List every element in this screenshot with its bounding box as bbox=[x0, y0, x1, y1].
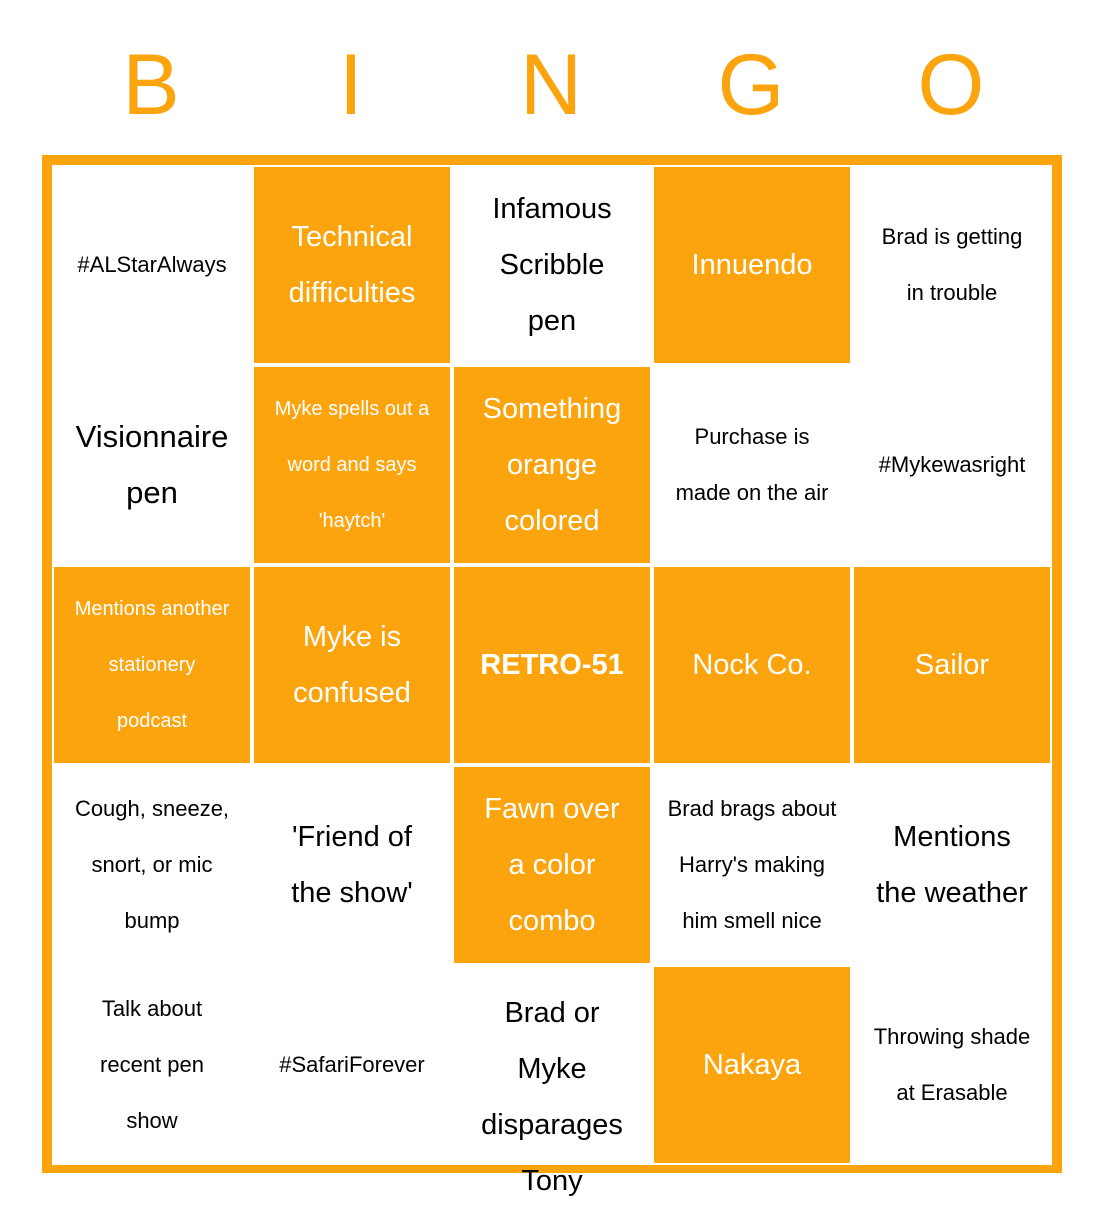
bingo-cell-label: Mentions another stationery podcast bbox=[74, 598, 230, 732]
bingo-cell[interactable] bbox=[52, 165, 252, 365]
bingo-cell[interactable] bbox=[852, 765, 1052, 965]
bingo-cell[interactable] bbox=[252, 765, 452, 965]
bingo-cell[interactable] bbox=[252, 565, 452, 765]
bingo-cell[interactable] bbox=[652, 965, 852, 1165]
bingo-cell[interactable] bbox=[452, 965, 652, 1197]
bingo-cell-label: #SafariForever bbox=[279, 1052, 425, 1077]
bingo-cell[interactable] bbox=[852, 565, 1052, 765]
bingo-cell[interactable] bbox=[652, 365, 852, 565]
bingo-cell-label: Infamous Scribble pen bbox=[492, 193, 612, 337]
title-letter-b: B bbox=[122, 37, 180, 133]
bingo-cell[interactable] bbox=[252, 165, 452, 365]
bingo-cell-label: Cough, sneeze, snort, or mic bump bbox=[74, 796, 230, 933]
bingo-cell-label: Something orange colored bbox=[482, 393, 622, 537]
bingo-cell-label: #Mykewasright bbox=[878, 452, 1026, 477]
bingo-cell[interactable] bbox=[452, 365, 652, 565]
bingo-cell[interactable] bbox=[52, 565, 252, 765]
bingo-cell[interactable] bbox=[852, 965, 1052, 1165]
bingo-header bbox=[0, 0, 1110, 150]
bingo-cell-label: #ALStarAlways bbox=[77, 252, 227, 277]
bingo-cell-label: Fawn over a color combo bbox=[484, 793, 620, 937]
title-letter-i: I bbox=[339, 37, 363, 133]
bingo-cell-label: Nock Co. bbox=[692, 649, 812, 681]
bingo-cell-label: Visionnaire pen bbox=[75, 419, 229, 510]
bingo-cell[interactable] bbox=[652, 565, 852, 765]
title-letter-n: N bbox=[519, 37, 583, 133]
bingo-board bbox=[42, 155, 1062, 1197]
bingo-cell-label: Sailor bbox=[914, 649, 990, 681]
bingo-cell[interactable] bbox=[52, 965, 252, 1165]
bingo-cell-label: RETRO-51 bbox=[480, 649, 624, 681]
bingo-cell[interactable] bbox=[652, 765, 852, 965]
bingo-cell[interactable] bbox=[852, 365, 1052, 565]
bingo-cell-label: Nakaya bbox=[702, 1049, 802, 1081]
bingo-cell[interactable] bbox=[52, 765, 252, 965]
bingo-cell[interactable] bbox=[252, 965, 452, 1165]
bingo-cell-label: Innuendo bbox=[691, 249, 813, 281]
title-letter-o: O bbox=[917, 37, 985, 133]
bingo-cell-label: Myke is confused bbox=[293, 621, 411, 709]
bingo-cell-label: Technical difficulties bbox=[288, 221, 416, 309]
bingo-cell-label: Throwing shade at Erasable bbox=[873, 1024, 1031, 1105]
bingo-cell-label: Talk about recent pen show bbox=[100, 996, 204, 1133]
title-letter-g: G bbox=[717, 37, 785, 133]
bingo-cell[interactable] bbox=[852, 165, 1052, 365]
bingo-cell-label: Brad or Myke disparages Tony bbox=[481, 997, 623, 1197]
bingo-cell-label: 'Friend of the show' bbox=[291, 821, 413, 909]
bingo-cell-label: Brad brags about Harry's making him smell nice bbox=[667, 796, 837, 933]
bingo-cell[interactable] bbox=[652, 165, 852, 365]
bingo-cell[interactable] bbox=[52, 365, 252, 565]
bingo-cell-label: Brad is getting in trouble bbox=[881, 224, 1023, 305]
bingo-cell[interactable] bbox=[452, 565, 652, 765]
bingo-cell[interactable] bbox=[452, 165, 652, 365]
bingo-cell-label: Mentions the weather bbox=[876, 821, 1028, 909]
bingo-cell[interactable] bbox=[452, 765, 652, 965]
bingo-cell-label: Purchase is made on the air bbox=[675, 424, 829, 505]
bingo-cell[interactable] bbox=[252, 365, 452, 565]
bingo-cell-label: Myke spells out a word and says 'haytch' bbox=[274, 398, 430, 532]
